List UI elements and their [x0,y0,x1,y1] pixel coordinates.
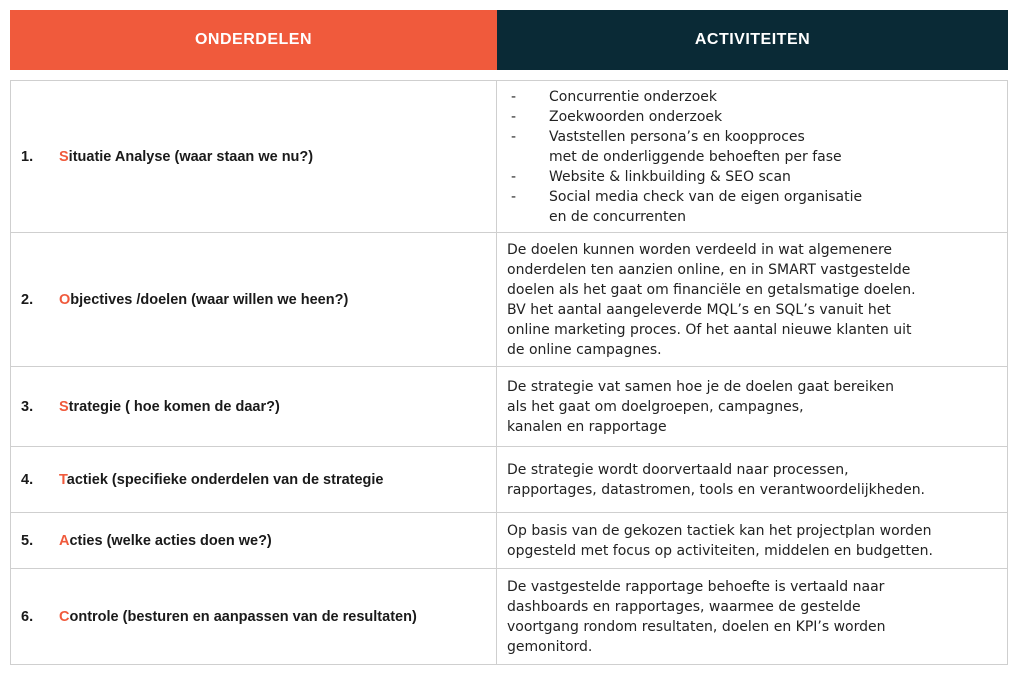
activiteit-line: Op basis van de gekozen tactiek kan het projectplan worden [507,522,932,539]
table-row [10,569,1008,665]
onderdeel-cell [10,367,497,446]
row-number: 3. [21,398,34,415]
onderdeel-label [59,292,348,308]
activiteit-line: De strategie vat samen hoe je de doelen gaat bereiken [507,378,894,395]
header-onderdelen [10,10,497,70]
bullet-text: Social media check van de eigen organisatie [549,188,863,205]
activiteit-line: BV het aantal aangeleverde MQL’s en SQL’s vanuit het [507,301,891,318]
activiteit-line: onderdelen ten aanzien online, en in SMART vastgestelde [507,261,911,278]
onderdeel-initial: O [59,291,71,308]
activiteit-line: dashboards en rapportages, waarmee de gestelde [507,598,861,615]
onderdeel-rest: ontrole (besturen en aanpassen van de resultaten) [69,608,417,625]
bullet-dash: - [511,168,517,185]
activiteit-line: opgesteld met focus op activiteiten, middelen en budgetten. [507,542,933,559]
table-row [10,367,1008,447]
bullet-item [507,167,999,187]
activiteit-line: De strategie wordt doorvertaald naar processen, [507,461,849,478]
onderdeel-cell [10,569,497,664]
onderdeel-initial: S [59,148,69,165]
bullet-dash [507,147,549,167]
activiteit-line: online marketing proces. Of het aantal nieuwe klanten uit [507,321,912,338]
activiteit-cell [497,367,1008,446]
bullet-text: met de onderliggende behoeften per fase [549,148,842,165]
activiteit-line: als het gaat om doelgroepen, campagnes, [507,398,804,415]
onderdeel-rest: ituatie Analyse (waar staan we nu?) [68,148,314,165]
activiteit-cell [497,513,1008,568]
activiteit-line: De doelen kunnen worden verdeeld in wat algemenere [507,241,893,258]
onderdeel-cell [10,81,497,232]
onderdeel-initial: C [59,608,70,625]
table-row [10,233,1008,367]
activiteit-cell [497,233,1008,366]
onderdeel-rest: actiek (specifieke onderdelen van de strategie [66,471,384,488]
activiteit-line: doelen als het gaat om financiële en getalsmatige doelen. [507,281,916,298]
bullet-text: Zoekwoorden onderzoek [549,108,723,125]
activiteit-line: De vastgestelde rapportage behoefte is vertaald naar [507,578,885,595]
bullet-item [507,207,999,227]
activiteit-line: voortgang rondom resultaten, doelen en KPI’s worden [507,618,886,635]
onderdeel-label [59,533,272,549]
header-onderdelen-label: ONDERDELEN [194,31,312,48]
row-number: 4. [21,471,34,488]
activiteit-line: gemonitord. [507,638,593,655]
onderdeel-initial: A [59,532,70,549]
onderdeel-rest: trategie ( hoe komen de daar?) [68,398,280,415]
bullet-item [507,147,999,167]
bullet-item [507,87,999,107]
onderdeel-label [59,472,384,488]
bullet-dash [507,207,549,227]
bullet-item [507,187,999,207]
activiteit-line: de online campagnes. [507,341,662,358]
bullet-dash: - [511,108,517,125]
table-row [10,513,1008,569]
row-number: 1. [21,148,34,165]
onderdeel-rest: bjectives /doelen (waar willen we heen?) [70,291,349,308]
bullet-dash: - [511,188,517,205]
plan-table [10,80,1008,665]
onderdeel-rest: cties (welke acties doen we?) [69,532,272,549]
onderdeel-label [59,399,280,415]
onderdeel-cell [10,447,497,512]
bullet-dash: - [511,88,517,105]
header-activiteiten-label: ACTIVITEITEN [694,31,811,48]
onderdeel-label [59,149,313,165]
row-number: 2. [21,291,34,308]
onderdeel-cell [10,513,497,568]
row-number: 5. [21,532,34,549]
row-number: 6. [21,608,34,625]
activiteit-line: kanalen en rapportage [507,418,667,435]
bullet-text: en de concurrenten [549,208,687,225]
bullet-item [507,127,999,147]
onderdeel-initial: S [59,398,69,415]
onderdeel-label [59,609,417,625]
bullet-text: Concurrentie onderzoek [549,88,717,105]
activiteit-cell [497,81,1008,232]
onderdeel-initial: T [59,471,67,488]
bullet-item [507,107,999,127]
activiteit-line: rapportages, datastromen, tools en verantwoordelijkheden. [507,481,926,498]
bullet-dash: - [511,128,517,145]
activiteit-cell [497,569,1008,664]
table-row [10,81,1008,233]
bullet-text: Website & linkbuilding & SEO scan [549,168,791,185]
header-activiteiten [497,10,1008,70]
table-row [10,447,1008,513]
activiteit-cell [497,447,1008,512]
onderdeel-cell [10,233,497,366]
bullet-text: Vaststellen persona’s en koopproces [549,128,805,145]
